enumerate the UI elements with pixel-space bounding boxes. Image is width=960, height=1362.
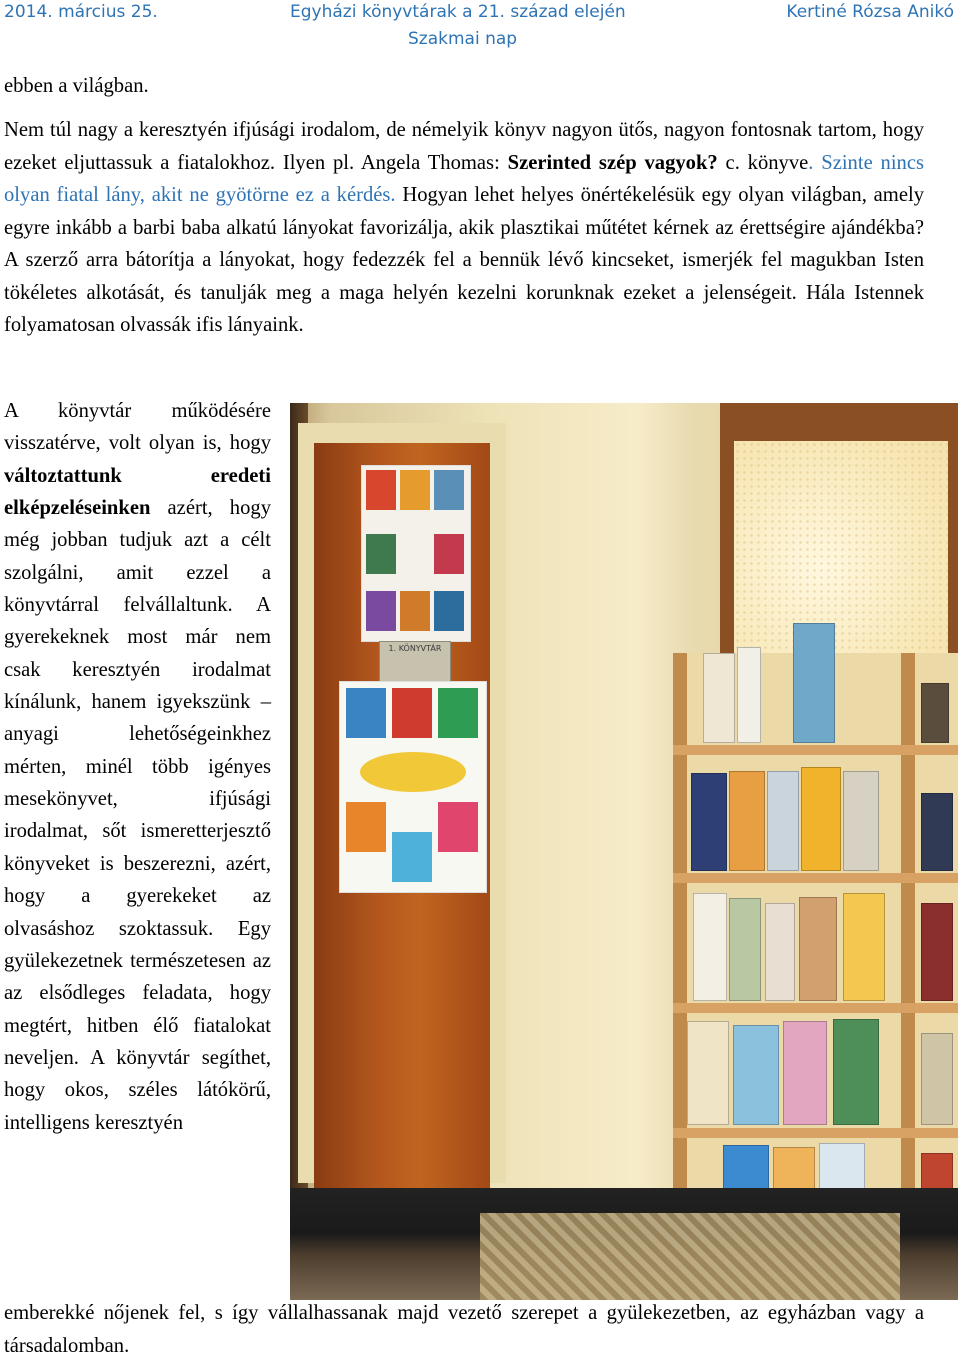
book bbox=[691, 773, 727, 871]
book bbox=[687, 1021, 729, 1125]
poster-book-cover bbox=[400, 591, 430, 631]
poster-book-cover bbox=[346, 802, 386, 852]
poster-book-cover bbox=[366, 534, 396, 574]
shelf-side bbox=[901, 653, 915, 1253]
p1-text-2: c. könyve bbox=[717, 151, 809, 174]
book bbox=[843, 771, 879, 871]
rug bbox=[480, 1213, 900, 1300]
header-subtitle: Szakmai nap bbox=[408, 29, 518, 49]
poster-book-cover bbox=[400, 470, 430, 510]
poster-book-cover bbox=[392, 832, 432, 882]
library-door-sign: 1. KÖNYVTÁR bbox=[379, 641, 451, 683]
poster-bookworm bbox=[339, 681, 487, 893]
poster-book-cover bbox=[438, 802, 478, 852]
book bbox=[693, 893, 727, 1001]
poster-bottom-text bbox=[340, 682, 341, 683]
shelf-board bbox=[673, 745, 958, 755]
book bbox=[793, 623, 835, 743]
shelf-board bbox=[673, 873, 958, 883]
book bbox=[765, 903, 795, 1001]
poster-top-text bbox=[362, 466, 363, 467]
poster-book-cover bbox=[346, 688, 386, 738]
poster-youth-books bbox=[361, 465, 471, 642]
poster-book-cover bbox=[366, 591, 396, 631]
book bbox=[703, 653, 735, 743]
book bbox=[767, 771, 799, 871]
poster-banner bbox=[360, 752, 466, 792]
book bbox=[921, 683, 949, 743]
paragraph-continuation: ebben a világban. bbox=[4, 75, 149, 97]
book bbox=[801, 767, 841, 871]
book-title: Szerinted szép vagyok? bbox=[507, 151, 718, 174]
paragraph-youth-literature bbox=[4, 114, 924, 342]
book bbox=[729, 771, 765, 871]
book bbox=[729, 898, 761, 1001]
shelf-side bbox=[673, 653, 687, 1253]
bookshelf bbox=[673, 653, 958, 1253]
book bbox=[921, 903, 953, 1001]
book bbox=[783, 1021, 827, 1125]
book bbox=[733, 1025, 779, 1125]
header-author: Kertiné Rózsa Anikó bbox=[786, 2, 954, 22]
p1-highlight: . Szinte nincs olyan fiatal lány, akit ne gyötörne ez a kérdés. bbox=[4, 151, 925, 206]
page-header bbox=[0, 0, 960, 58]
book bbox=[737, 647, 761, 743]
p2-text-2: azért, hogy még jobban tudjuk azt a célt szolgálni, amit ezzel a könyvtárral felvállaltunk. A gyerekeknek most már nem csak keresztyén irodalmat kínálunk, hanem igyekszünk – anyagi lehetőségeinkhez mérten, minél több igényes mesekönyvet, ifjúsági irodalmat, sőt ismeretterjesztő könyveket is beszerezni, azért, hogy a gyerekeket az olvasáshoz szoktassuk. Egy gyülekezetnek természetesen az az elsődleges feladata, hogy megtért, hitben élő fiatalokat neveljen. A könyvtár segíthet, hogy okos, széles látókörű, intelligens keresztyén bbox=[4, 497, 271, 1134]
book bbox=[843, 893, 885, 1001]
poster-book-cover bbox=[438, 688, 478, 738]
p1-text-3: Hogyan lehet helyes önértékelésük egy olyan világban, amely egyre inkább a barbi baba alkatú lányokat favorizálja, akik plasztikai műtétet kérnek az érettségire ajándékba? A szerző arra bátorítja a lányokat, hogy fedezzék fel a bennük lévő kincseket, ismerjék fel magukban Isten tökéletes alkotását, és tanulják meg a maga helyén kezelni korunknak ezeket a jelenségeit. Hála Istennek folyamatosan olvassák ifis lányaink. bbox=[4, 184, 924, 336]
door bbox=[314, 443, 490, 1213]
poster-book-cover bbox=[366, 470, 396, 510]
paragraph-library-changes-end: emberekké nőjenek fel, s így vállalhassanak majd vezető szerepet a gyülekezetben, az egyházban vagy a társadalomban. bbox=[4, 1302, 924, 1357]
book bbox=[833, 1019, 879, 1125]
book bbox=[799, 897, 837, 1001]
p2-bold: változtattunk eredeti elképzeléseinken bbox=[4, 464, 271, 520]
library-photo bbox=[290, 403, 958, 1300]
poster-book-cover bbox=[434, 470, 464, 510]
poster-book-cover bbox=[434, 534, 464, 574]
book bbox=[921, 1033, 953, 1125]
p1-text-1: Nem túl nagy a keresztyén ifjúsági irodalom, de némelyik könyv nagyon ütős, nagyon fontosnak tartom, hogy ezeket eljuttassuk a fiatalokhoz. Ilyen pl. Angela Thomas: bbox=[4, 119, 924, 174]
paragraph-library-changes bbox=[4, 395, 271, 1139]
header-date: 2014. március 25. bbox=[4, 2, 158, 22]
book bbox=[921, 793, 953, 871]
p2-text-1: A könyvtár működésére visszatérve, volt olyan is, hogy bbox=[4, 400, 271, 455]
poster-book-cover bbox=[392, 688, 432, 738]
header-title: Egyházi könyvtárak a 21. század elején bbox=[290, 2, 626, 22]
shelf-board bbox=[673, 1128, 958, 1138]
poster-book-cover bbox=[434, 591, 464, 631]
shelf-board bbox=[673, 1003, 958, 1013]
